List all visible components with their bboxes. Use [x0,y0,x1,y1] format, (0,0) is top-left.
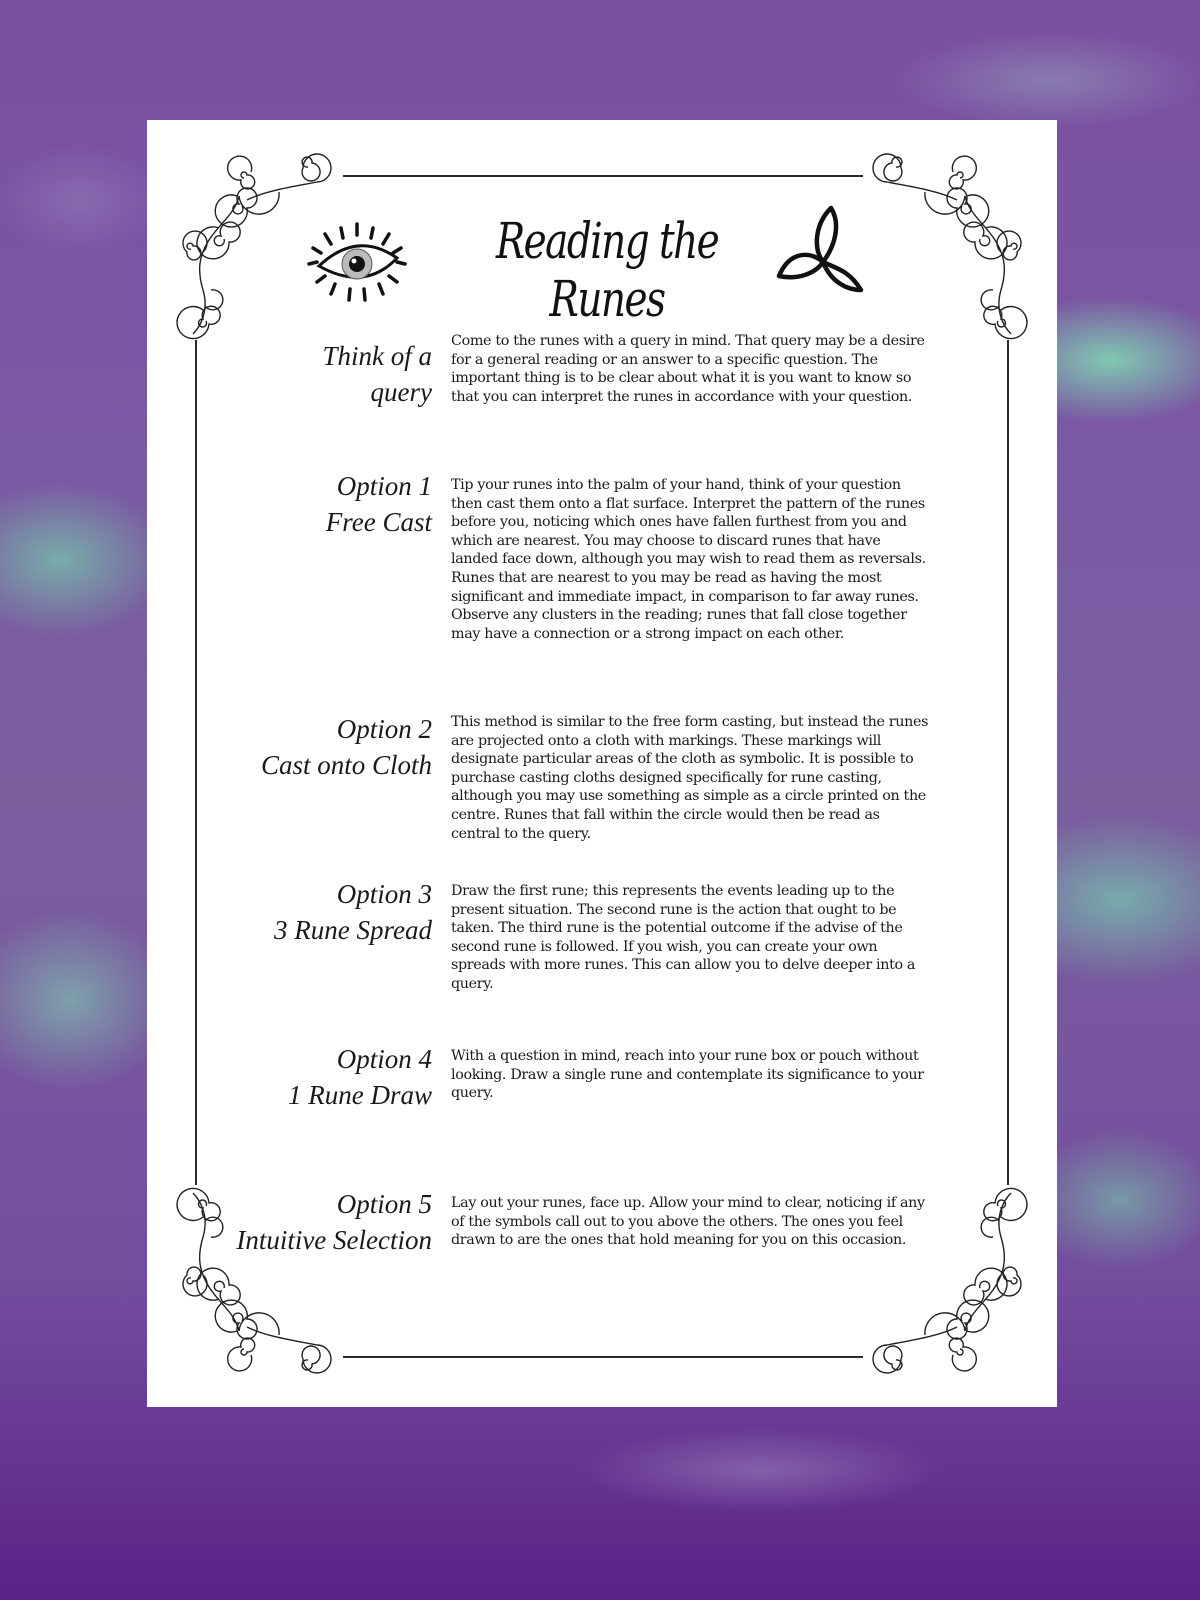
section-text: Tip your runes into the palm of your hand, think of your question then cast them onto a flat surface. Interpret the pattern of the runes before you, noticing which ones have fallen furthest from you and which are nearest. You may choose to discard runes that have landed face down, although you may wish to read them as reversals. Runes that are nearest to you may be read as having the most significant and immediate impact, in comparison to far away runes. Observe any clusters in the reading; runes that fall close together may have a connection or a strong impact on each other. [451,477,926,642]
section-text: This method is similar to the free form casting, but instead the runes are projected onto a cloth with markings. These markings will designate particular areas of the cloth as symbolic. It is possible to purchase casting cloths designed specifically for rune casting, although you may use something as simple as a circle printed on the centre. Runes that fall within the circle would then be read as central to the query. [451,714,929,842]
right-rule [1007,340,1009,1185]
printable-page [147,120,1057,1407]
triquetra-icon [775,204,867,294]
section-heading: Option 1 Free Cast [325,471,432,537]
section-text: Lay out your runes, face up. Allow your mind to clear, noticing if any of the symbols call out to you above the others. The ones you feel drawn to are the ones that hold meaning for you on this occasion. [451,1195,925,1249]
page-title: Reading the Runes [495,212,719,328]
section-heading: Think of a query [322,341,432,407]
section-text: Draw the first rune; this represents the events leading up to the present situation. The second rune is the action that ought to be taken. The third rune is the potential outcome if the advise of the second rune is followed. If you wish, you can create your own spreads with more runes. This can allow you to delve deeper into a query. [451,883,916,992]
section-text: Come to the runes with a query in mind. That query may be a desire for a general reading or an answer to a specific question. The important thing is to be clear about what it is you want to know so that you can interpret the runes in accordance with your question. [451,333,925,405]
top-rule [343,175,863,177]
swirl-ornament-top-right-icon [857,140,1037,340]
eye-icon [305,220,411,304]
section-heading: Option 2 Cast onto Cloth [260,714,432,780]
section-heading: Option 5 Intuitive Selection [236,1189,432,1255]
section-heading: Option 4 1 Rune Draw [288,1044,432,1110]
section-text: With a question in mind, reach into your rune box or pouch without looking. Draw a single rune and contemplate its significance to your query. [451,1048,924,1102]
section-heading: Option 3 3 Rune Spread [274,879,432,945]
bottom-rule [343,1356,863,1358]
